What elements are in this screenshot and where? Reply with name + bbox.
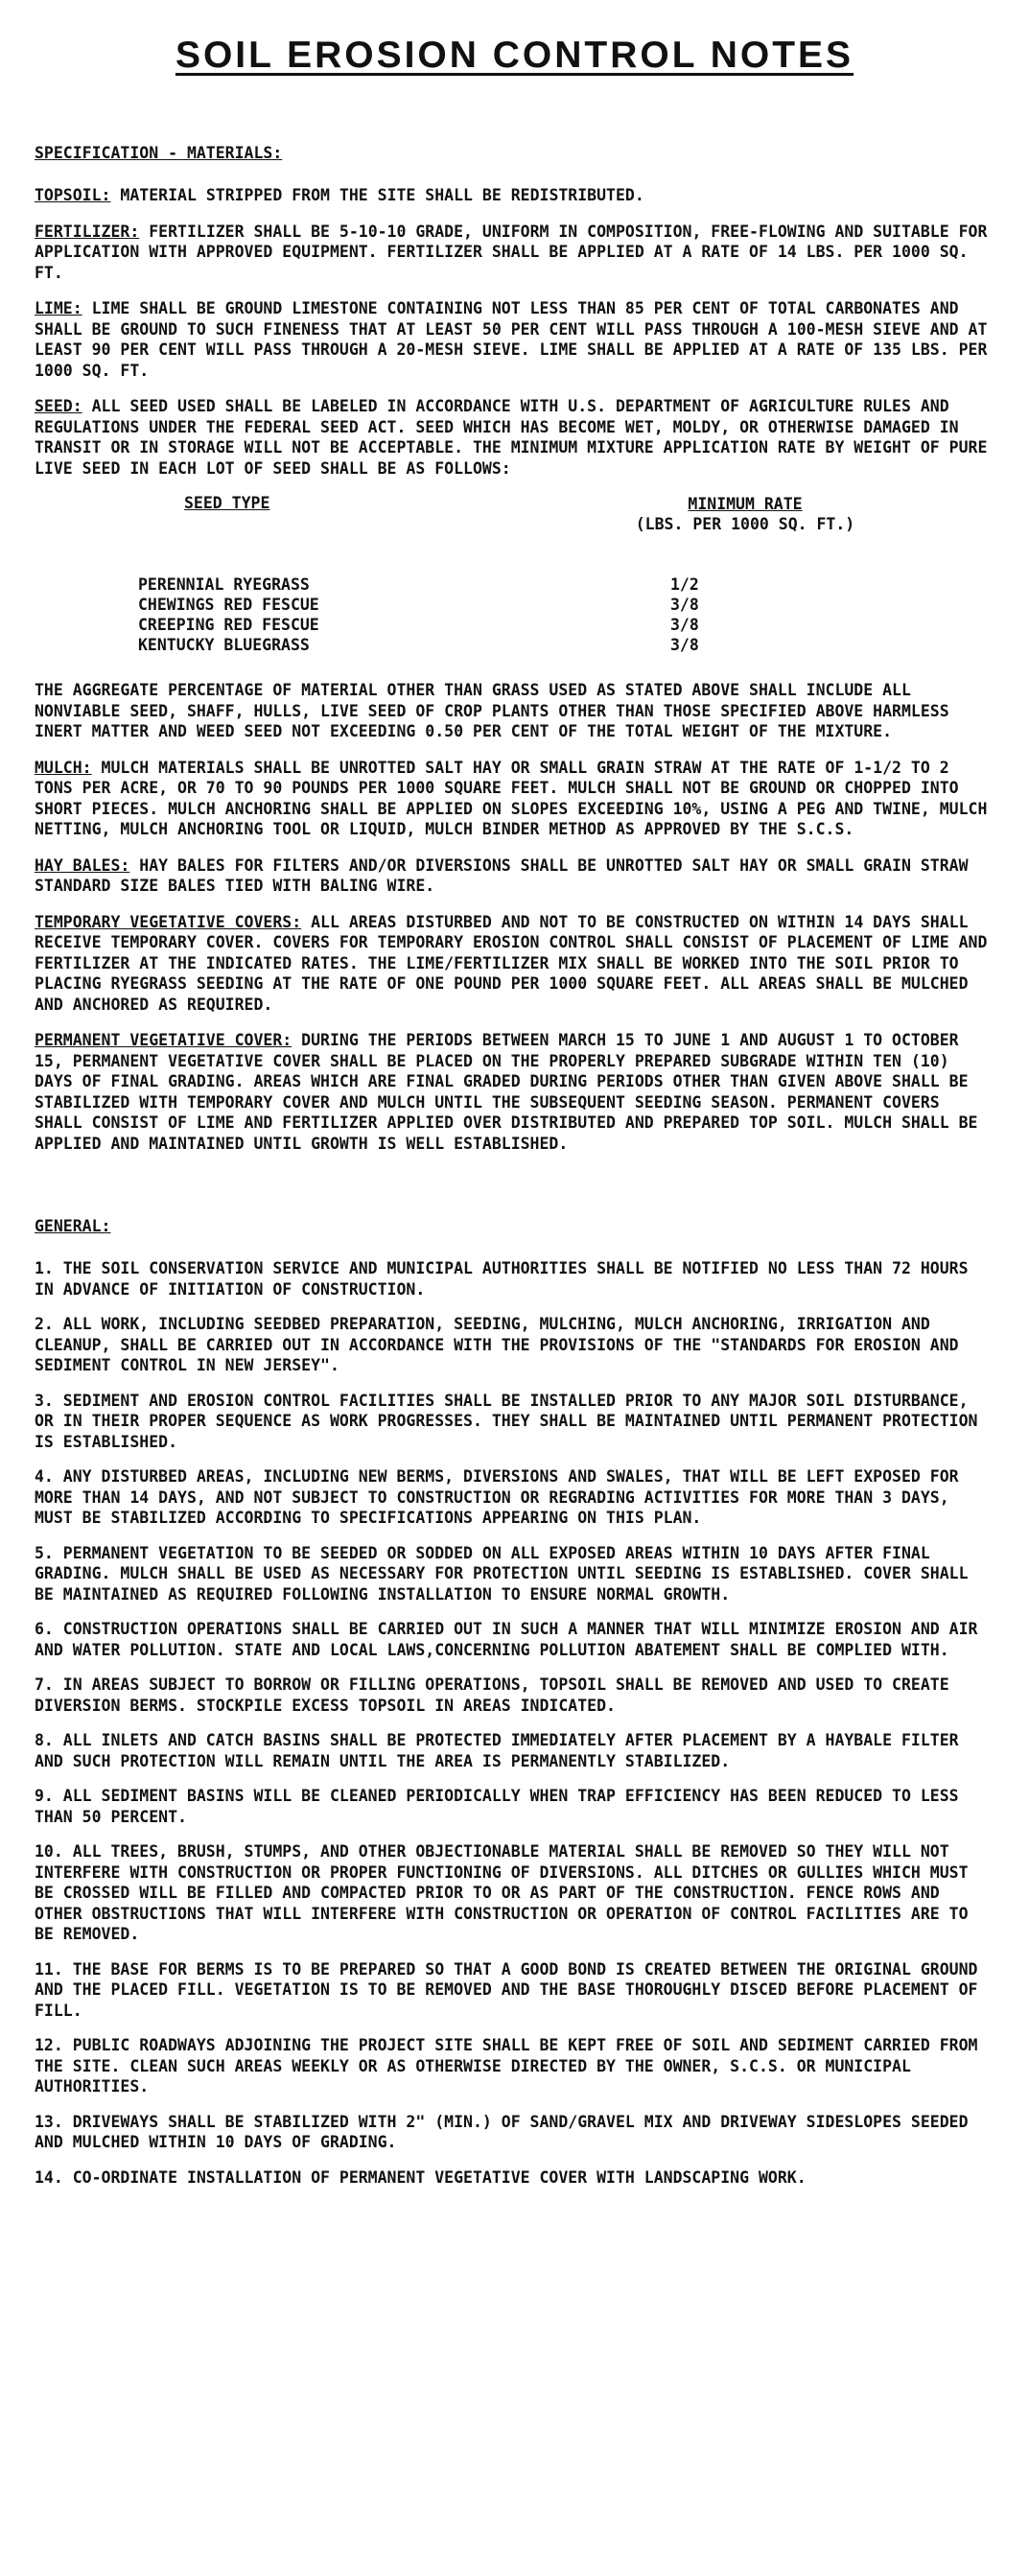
temporary-cover-label: TEMPORARY VEGETATIVE COVERS: <box>35 912 302 931</box>
table-row <box>138 595 994 615</box>
list-item: 11. THE BASE FOR BERMS IS TO BE PREPARED SO THAT A GOOD BOND IS CREATED BETWEEN THE ORIGINAL GROUND AND THE PLACED FILL. VEGETATION IS TO BE REMOVED AND THE BASE THOROUGHLY DISCED BEFORE PLACEMENT OF FILL. <box>35 1959 978 2020</box>
general-heading: GENERAL: <box>35 1217 111 1235</box>
fertilizer-label: FERTILIZER: <box>35 222 140 241</box>
fertilizer-note <box>35 222 994 284</box>
seed-type-cell: CHEWINGS RED FESCUE <box>138 596 319 614</box>
topsoil-note <box>35 185 994 206</box>
list-item: 2. ALL WORK, INCLUDING SEEDBED PREPARATION, SEEDING, MULCHING, MULCH ANCHORING, IRRIGATION AND CLEANUP, SHALL BE CARRIED OUT IN ACCORDANCE WITH THE PROVISIONS OF THE "STANDARDS FOR EROSION AND SEDIMENT CONTROL IN NEW JERSEY". <box>35 1315 959 1374</box>
minimum-rate-header-line1: MINIMUM RATE <box>688 495 803 513</box>
list-item: 12. PUBLIC ROADWAYS ADJOINING THE PROJECT SITE SHALL BE KEPT FREE OF SOIL AND SEDIMENT CARRIED FROM THE SITE. CLEAN SUCH AREAS WEEKLY OR AS OTHERWISE DIRECTED BY THE OWNER, S.C.S. OR MUNICIPAL AUTHORITIES. <box>35 2036 978 2096</box>
seed-note <box>35 396 994 479</box>
seed-rate-cell: 3/8 <box>670 596 699 614</box>
list-item: 10. ALL TREES, BRUSH, STUMPS, AND OTHER OBJECTIONABLE MATERIAL SHALL BE REMOVED SO THEY WILL NOT INTERFERE WITH CONSTRUCTION OR PROPER FUNCTIONING OF DIVERSIONS. ALL DITCHES OR GULLIES WHICH MUST BE CROSSED WILL BE FILLED AND COMPACTED PRIOR TO OR AS PART OF THE CONSTRUCTION. FENCE ROWS AND OTHER OBSTRUCTIONS THAT WILL INTERFERE WITH CONSTRUCTION OR OPERATION OF CONTROL FACILITIES ARE TO BE REMOVED. <box>35 1842 969 1943</box>
seed-type-cell: KENTUCKY BLUEGRASS <box>138 636 310 654</box>
lime-label: LIME: <box>35 299 82 317</box>
seed-rate-cell: 3/8 <box>670 636 699 654</box>
list-item: 7. IN AREAS SUBJECT TO BORROW OR FILLING OPERATIONS, TOPSOIL SHALL BE REMOVED AND USED TO CREATE DIVERSION BERMS. STOCKPILE EXCESS TOPSOIL IN AREAS INDICATED. <box>35 1675 949 1715</box>
topsoil-text: MATERIAL STRIPPED FROM THE SITE SHALL BE REDISTRIBUTED. <box>110 186 644 204</box>
seed-label: SEED: <box>35 397 82 415</box>
temporary-cover-note <box>35 912 994 1016</box>
list-item: 1. THE SOIL CONSERVATION SERVICE AND MUNICIPAL AUTHORITIES SHALL BE NOTIFIED NO LESS THAN 72 HOURS IN ADVANCE OF INITIATION OF CONSTRUCTION. <box>35 1259 969 1299</box>
spec-heading: SPECIFICATION - MATERIALS: <box>35 144 283 162</box>
minimum-rate-header-line2: (LBS. PER 1000 SQ. FT.) <box>635 515 855 533</box>
list-item: 3. SEDIMENT AND EROSION CONTROL FACILITIES SHALL BE INSTALLED PRIOR TO ANY MAJOR SOIL DISTURBANCE, OR IN THEIR PROPER SEQUENCE AS WORK PROGRESSES. THEY SHALL BE MAINTAINED UNTIL PERMANENT PROTECTION IS ESTABLISHED. <box>35 1391 978 1451</box>
mulch-note <box>35 758 994 840</box>
list-item: 4. ANY DISTURBED AREAS, INCLUDING NEW BERMS, DIVERSIONS AND SWALES, THAT WILL BE LEFT EXPOSED FOR MORE THAN 14 DAYS, AND NOT SUBJECT TO CONSTRUCTION OR REGRADING ACTIVITIES FOR MORE THAN 3 DAYS, MUST BE STABILIZED ACCORDING TO SPECIFICATIONS APPEARING ON THIS PLAN. <box>35 1467 959 1527</box>
seed-type-cell: CREEPING RED FESCUE <box>138 616 319 634</box>
seed-rate-cell: 1/2 <box>670 575 699 594</box>
list-item: 8. ALL INLETS AND CATCH BASINS SHALL BE PROTECTED IMMEDIATELY AFTER PLACEMENT BY A HAYBALE FILTER AND SUCH PROTECTION WILL REMAIN UNTIL THE AREA IS PERMANENTLY STABILIZED. <box>35 1731 959 1770</box>
list-item: 6. CONSTRUCTION OPERATIONS SHALL BE CARRIED OUT IN SUCH A MANNER THAT WILL MINIMIZE EROSION AND AIR AND WATER POLLUTION. STATE AND LOCAL LAWS,CONCERNING POLLUTION ABATEMENT SHALL BE COMPLIED WITH. <box>35 1620 978 1659</box>
permanent-cover-note <box>35 1030 994 1154</box>
lime-text: LIME SHALL BE GROUND LIMESTONE CONTAINING NOT LESS THAN 85 PER CENT OF TOTAL CARBONATES AND SHALL BE GROUND TO SUCH FINENESS THAT AT LEAST 50 PER CENT WILL PASS THROUGH A 100-MESH SIEVE AND AT LEAST 90 PER CENT WILL PASS THROUGH A 20-MESH SIEVE. LIME SHALL BE APPLIED AT A RATE OF 135 LBS. PER 1000 SQ. FT. <box>35 299 988 380</box>
page-title: SOIL EROSION CONTROL NOTES <box>175 35 854 76</box>
permanent-cover-text: DURING THE PERIODS BETWEEN MARCH 15 TO JUNE 1 AND AUGUST 1 TO OCTOBER 15, PERMANENT VEGETATIVE COVER SHALL BE PLACED ON THE PROPERLY PREPARED SUBGRADE WITHIN TEN (10) DAYS OF FINAL GRADING. AREAS WHICH ARE FINAL GRADED DURING PERIODS OTHER THAN GIVEN ABOVE SHALL BE STABILIZED WITH TEMPORARY COVER AND MULCH UNTIL THE SUBSEQUENT SEEDING SEASON. PERMANENT COVERS SHALL CONSIST OF LIME AND FERTILIZER APPLIED OVER DISTRIBUTED AND PREPARED TOP SOIL. MULCH SHALL BE APPLIED AND MAINTAINED UNTIL GROWTH IS WELL ESTABLISHED. <box>35 1031 978 1153</box>
table-row <box>138 635 994 655</box>
minimum-rate-header <box>601 494 889 534</box>
table-row <box>138 615 994 635</box>
seed-table-header <box>184 494 994 534</box>
seed-type-cell: PERENNIAL RYEGRASS <box>138 575 310 594</box>
table-row <box>138 574 994 595</box>
hay-bales-note <box>35 855 994 897</box>
list-item: 5. PERMANENT VEGETATION TO BE SEEDED OR SODDED ON ALL EXPOSED AREAS WITHIN 10 DAYS AFTER FINAL GRADING. MULCH SHALL BE USED AS NECESSARY FOR PROTECTION UNTIL SEEDING IS ESTABLISHED. COVER SHALL BE MAINTAINED AS REQUIRED FOLLOWING INSTALLATION TO ENSURE NORMAL GROWTH. <box>35 1543 969 1604</box>
temporary-cover-text: ALL AREAS DISTURBED AND NOT TO BE CONSTRUCTED ON WITHIN 14 DAYS SHALL RECEIVE TEMPORARY COVER. COVERS FOR TEMPORARY EROSION CONTROL SHALL CONSIST OF PLACEMENT OF LIME AND FERTILIZER AT THE INDICATED RATES. THE LIME/FERTILIZER MIX SHALL BE WORKED INTO THE SOIL PRIOR TO PLACING RYEGRASS SEEDING AT THE RATE OF ONE POUND PER 1000 SQUARE FEET. ALL AREAS SHALL BE MULCHED AND ANCHORED AS REQUIRED. <box>35 912 988 1014</box>
list-item: 14. CO-ORDINATE INSTALLATION OF PERMANENT VEGETATIVE COVER WITH LANDSCAPING WORK. <box>35 2167 807 2187</box>
mulch-text: MULCH MATERIALS SHALL BE UNROTTED SALT HAY OR SMALL GRAIN STRAW AT THE RATE OF 1-1/2 TO 2 TONS PER ACRE, OR 70 TO 90 POUNDS PER 1000 SQUARE FEET. MULCH SHALL NOT BE GROUND OR CHOPPED INTO SHORT PIECES. MULCH ANCHORING SHALL BE APPLIED ON SLOPES EXCEEDING 10%, USING A PEG AND TWINE, MULCH NETTING, MULCH ANCHORING TOOL OR LIQUID, MULCH BINDER METHOD AS APPROVED BY THE S.C.S. <box>35 758 988 838</box>
list-item: 13. DRIVEWAYS SHALL BE STABILIZED WITH 2" (MIN.) OF SAND/GRAVEL MIX AND DRIVEWAY SIDESLOPES SEEDED AND MULCHED WITHIN 10 DAYS OF GRADING. <box>35 2112 969 2151</box>
fertilizer-text: FERTILIZER SHALL BE 5-10-10 GRADE, UNIFORM IN COMPOSITION, FREE-FLOWING AND SUITABLE FOR APPLICATION WITH APPROVED EQUIPMENT. FERTILIZER SHALL BE APPLIED AT A RATE OF 14 LBS. PER 1000 SQ. FT. <box>35 222 988 282</box>
hay-bales-label: HAY BALES: <box>35 855 130 875</box>
hay-bales-text: HAY BALES FOR FILTERS AND/OR DIVERSIONS SHALL BE UNROTTED SALT HAY OR SMALL GRAIN STRAW STANDARD SIZE BALES TIED WITH BALING WIRE. <box>35 855 969 895</box>
mulch-label: MULCH: <box>35 758 92 777</box>
seed-rate-cell: 3/8 <box>670 616 699 634</box>
list-item: 9. ALL SEDIMENT BASINS WILL BE CLEANED PERIODICALLY WHEN TRAP EFFICIENCY HAS BEEN REDUCED TO LESS THAN 50 PERCENT. <box>35 1787 959 1826</box>
aggregate-note: THE AGGREGATE PERCENTAGE OF MATERIAL OTHER THAN GRASS USED AS STATED ABOVE SHALL INCLUDE ALL NONVIABLE SEED, SHAFF, HULLS, LIVE SEED OF CROP PLANTS OTHER THAN THOSE SPECIFIED ABOVE HARMLESS INERT MATTER AND WEED SEED NOT EXCEEDING 0.50 PER CENT OF THE TOTAL WEIGHT OF THE MIXTURE. <box>35 681 949 740</box>
seed-table <box>35 494 994 655</box>
spacer <box>35 1169 994 1217</box>
topsoil-label: TOPSOIL: <box>35 186 111 204</box>
seed-type-header: SEED TYPE <box>184 494 270 512</box>
permanent-cover-label: PERMANENT VEGETATIVE COVER: <box>35 1031 292 1049</box>
lime-note <box>35 298 994 381</box>
seed-text: ALL SEED USED SHALL BE LABELED IN ACCORDANCE WITH U.S. DEPARTMENT OF AGRICULTURE RULES AND REGULATIONS UNDER THE FEDERAL SEED ACT. SEED WHICH HAS BECOME WET, MOLDY, OR OTHERWISE DAMAGED IN TRANSIT OR IN STORAGE WILL NOT BE ACCEPTABLE. THE MINIMUM MIXTURE APPLICATION RATE BY WEIGHT OF PURE LIVE SEED IN EACH LOT OF SEED SHALL BE AS FOLLOWS: <box>35 397 988 478</box>
general-list <box>35 1258 994 2188</box>
